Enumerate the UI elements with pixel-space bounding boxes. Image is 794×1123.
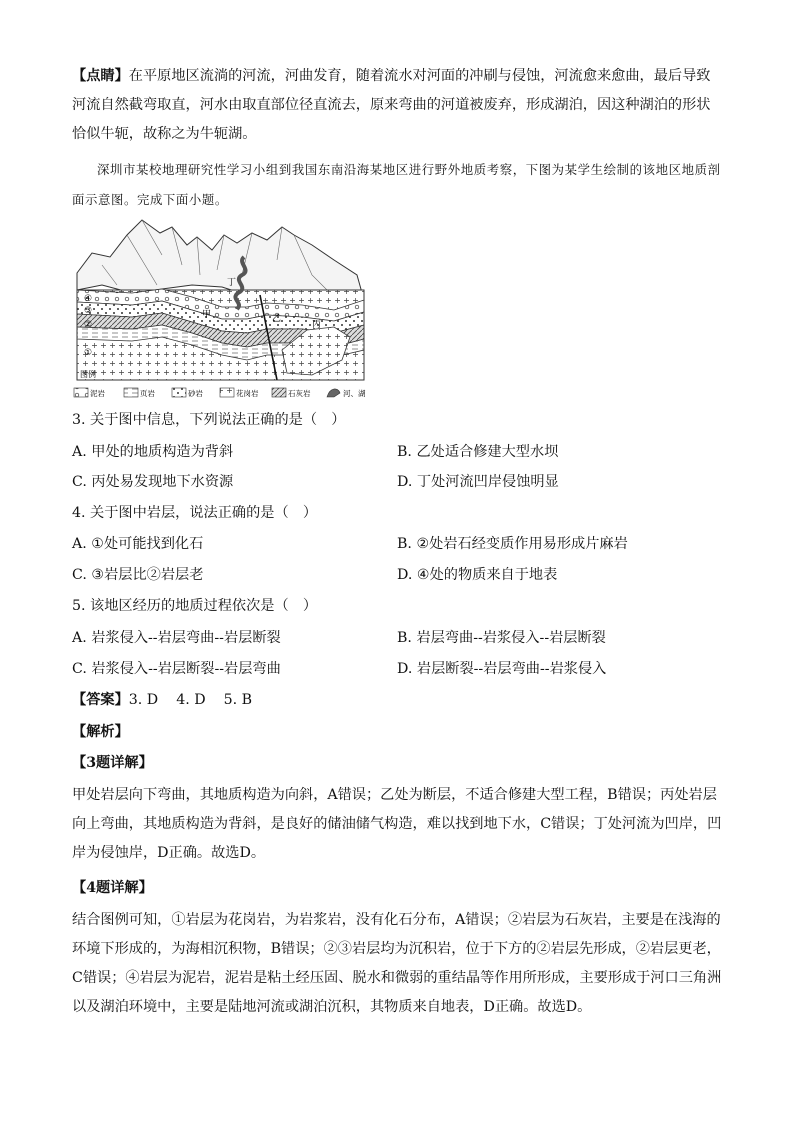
question-3-options <box>72 438 722 466</box>
label-4: ④ <box>84 294 93 304</box>
detail-4-label: 【4题详解】 <box>72 880 153 896</box>
detail-4-text: 结合图例可知，①岩层为花岗岩，为岩浆岩，没有化石分布，A错误；②岩层为石灰岩，主要是在浅海的环境下形成的，为海相沉积物，B错误；②③岩层均为沉积岩，位于下方的②岩层先形成，②岩层更老，C错误；④岩层为泥岩，泥岩是粘土经压固、脱水和微弱的重结晶等作用所形成，主要形成于河口三角洲以及湖泊环境中，主要是陆地河流或湖泊沉积，其物质来自地表，D正确。故选D。 <box>72 912 722 1015</box>
question-3-options-2 <box>72 468 722 496</box>
q5-option-d: D. 岩层断裂--岩层弯曲--岩浆侵入 <box>397 661 607 677</box>
q4-option-b: B. ②处岩石经变质作用易形成片麻岩 <box>397 536 628 552</box>
q4-option-d: D. ④处的物质来自于地表 <box>397 567 558 583</box>
legend-title: 图例 <box>80 370 96 379</box>
answer-line <box>72 686 270 714</box>
intro-paragraph: 深圳市某校地理研究性学习小组到我国东南沿海某地区进行野外地质考察，下图为某学生绘制的该地区地质剖面示意图。完成下面小题。 <box>72 162 721 207</box>
q3-option-b: B. 乙处适合修建大型水坝 <box>397 444 559 460</box>
question-4-options-2 <box>72 561 722 589</box>
detail-3-label: 【3题详解】 <box>72 755 153 771</box>
question-5-stem: 5. 该地区经历的地质过程依次是（ ） <box>72 598 318 614</box>
question-5-options <box>72 624 722 652</box>
legend-limestone: 石灰岩 <box>288 389 311 398</box>
question-4-options <box>72 530 722 558</box>
legend <box>74 388 366 398</box>
q5-option-a: A. 岩浆侵入--岩层弯曲--岩层断裂 <box>72 630 281 646</box>
q5-option-c: C. 岩浆侵入--岩层断裂--岩层弯曲 <box>72 661 281 677</box>
answer-4: 4. D <box>176 692 206 708</box>
label-ding: 丁 <box>227 278 237 288</box>
q3-option-a: A. 甲处的地质构造为背斜 <box>72 444 234 460</box>
tip-paragraph <box>72 62 722 149</box>
geology-cross-section-figure <box>72 215 372 405</box>
label-2: ② <box>84 320 93 330</box>
legend-mudstone: 泥岩 <box>90 389 105 398</box>
label-jia: 甲 <box>202 310 212 320</box>
q3-option-c: C. 丙处易发现地下水资源 <box>72 474 234 490</box>
label-1: ① <box>84 348 93 358</box>
legend-shale: 页岩 <box>140 389 155 398</box>
answer-3: 3. D <box>128 692 159 708</box>
legend-granite: 花岗岩 <box>236 389 259 398</box>
analysis-label: 【解析】 <box>72 724 129 740</box>
q4-option-c: C. ③岩层比②岩层老 <box>72 567 204 583</box>
q3-option-d: D. 丁处河流凹岸侵蚀明显 <box>397 474 559 490</box>
answer-5: 5. B <box>223 692 253 708</box>
question-4-stem: 4. 关于图中岩层，说法正确的是（ ） <box>72 505 318 521</box>
tip-label: 【点睛】 <box>72 68 129 84</box>
q5-option-b: B. 岩层弯曲--岩浆侵入--岩层断裂 <box>397 630 606 646</box>
detail-3-text: 甲处岩层向下弯曲，其地质构造为向斜，A错误；乙处为断层，不适合修建大型工程，B错误；丙处岩层向上弯曲，其地质构造为背斜，是良好的储油储气构造，难以找到地下水，C错误；丁处河流为凹岸，凹岸为侵蚀岸，D正确。故选D。 <box>72 787 722 861</box>
q4-option-a: A. ①处可能找到化石 <box>72 536 204 552</box>
legend-sandstone: 砂岩 <box>188 389 203 398</box>
tip-text: 在平原地区流淌的河流，河曲发育，随着流水对河面的冲刷与侵蚀，河流愈来愈曲，最后导致河流自然截弯取直，河水由取直部位径直流去，原来弯曲的河道被废弃，形成湖泊，因这种湖泊的形状恰似牛轭，故称之为牛轭湖。 <box>72 68 711 142</box>
legend-river-lake: 河、湖 <box>343 389 366 398</box>
label-yi: 乙 <box>272 314 282 324</box>
question-5-options-2 <box>72 655 722 683</box>
question-3-stem: 3. 关于图中信息，下列说法正确的是（ ） <box>72 412 346 428</box>
label-3: ③ <box>84 306 93 316</box>
label-bing: 丙 <box>312 320 322 330</box>
answer-label: 【答案】 <box>72 692 129 708</box>
